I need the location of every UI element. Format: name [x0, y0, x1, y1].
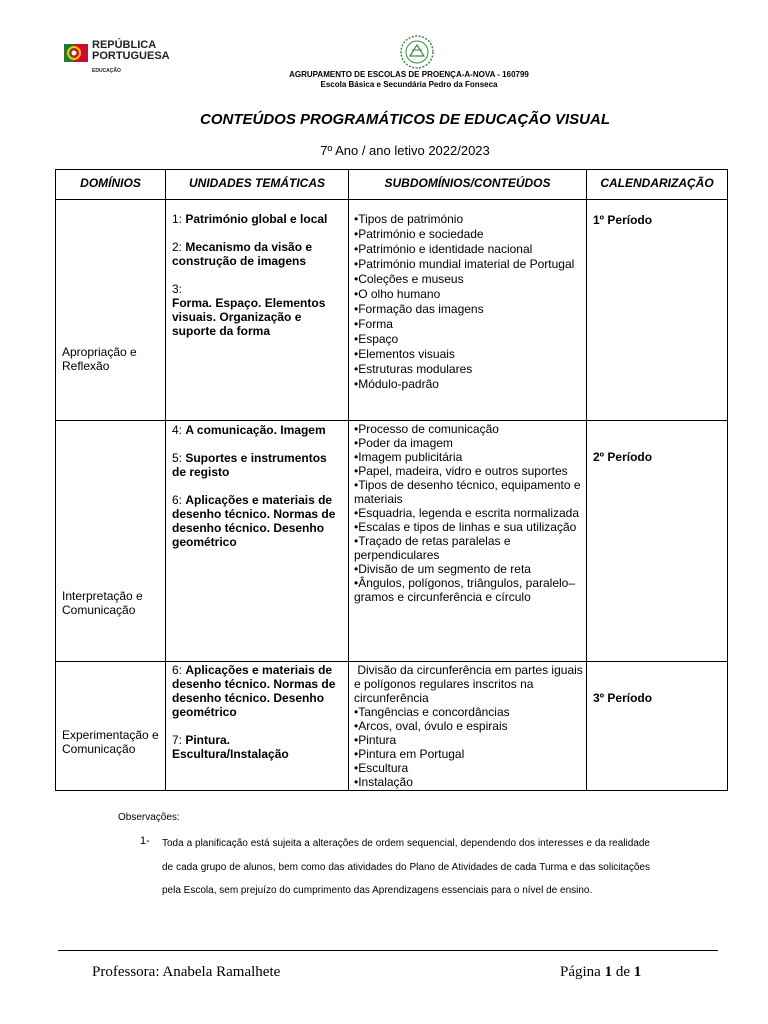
list-item: •Tangências e concordâncias [354, 705, 510, 719]
list-item: •Instalação [354, 775, 413, 789]
school-name: AGRUPAMENTO DE ESCOLAS DE PROENÇA-A-NOVA - 160799 [289, 70, 529, 79]
gov-logo-text: REPÚBLICA PORTUGUESA [92, 39, 170, 62]
row2-domain: Interpretação e Comunicação [62, 589, 143, 617]
list-item: •Património mundial imaterial de Portugal [354, 257, 575, 271]
row2-units: 4: A comunicação. Imagem 5: Suportes e instrumentos de registo 6: Aplicações e materiais de desenho técnico. Normas de desenho técnico. Desenho geométrico [172, 423, 336, 549]
list-item: •Traçado de retas paralelas e perpendiculares [354, 534, 511, 562]
republica-portuguesa-logo [64, 38, 90, 68]
list-item: •Imagem publicitária [354, 450, 463, 464]
list-item: •Processo de comunicação [354, 422, 499, 436]
list-item: •Arcos, oval, óvulo e espirais [354, 719, 508, 733]
row1-units: 1: Património global e local 2: Mecanismo da visão e construção de imagens 3: Forma. Espaço. Elementos visuais. Organização e suporte da forma [172, 212, 328, 338]
list-item: •Papel, madeira, vidro e outros suportes [354, 464, 568, 478]
list-item: •Esquadria, legenda e escrita normalizada [354, 506, 579, 520]
footer-page-number: Página 1 de 1 [560, 964, 642, 980]
list-item: •Tipos de desenho técnico, equipamento e materiais [354, 478, 581, 506]
list-item: •Pintura em Portugal [354, 747, 465, 761]
list-item: •Módulo-padrão [354, 377, 439, 391]
list-item: •Escalas e tipos de linhas e sua utilização [354, 520, 577, 534]
list-item: •Formação das imagens [354, 302, 484, 316]
list-item: •Património e sociedade [354, 227, 484, 241]
row2-period: 2º Período [593, 450, 653, 464]
observation-number: 1- [140, 835, 150, 847]
list-item: •Coleções e museus [354, 272, 464, 286]
page-title: CONTEÚDOS PROGRAMÁTICOS DE EDUCAÇÃO VISUAL [199, 111, 611, 128]
observation-text: Toda a planificação está sujeita a alterações de ordem sequencial, dependendo dos interesses e da realidade de cada grupo de alunos, bem como das atividades do Plano de Atividades de cada Turma e das solicitações pela Escola, sem prejuízo do cumprimento das Aprendizagens essenciais para o nível de ensino. [162, 838, 650, 896]
list-item: •Espaço [354, 332, 399, 346]
row1-period: 1º Período [593, 213, 653, 227]
row3-contents [354, 663, 587, 789]
row1-domain: Apropriação e Reflexão [62, 345, 137, 373]
row3-period: 3º Período [593, 691, 653, 705]
header-subdominios: SUBDOMÍNIOS/CONTEÚDOS [384, 176, 551, 190]
row1-contents [354, 212, 584, 392]
list-item: •Ângulos, polígonos, triângulos, paralelo–gramos e circunferência e círculo [354, 576, 576, 604]
header-calendarizacao: CALENDARIZAÇÃO [600, 176, 714, 190]
footer-divider [58, 950, 718, 951]
footer-teacher: Professora: Anabela Ramalhete [92, 964, 281, 980]
list-item: •Divisão de um segmento de reta [354, 562, 531, 576]
school-emblem-icon [398, 34, 436, 70]
list-item: •Escultura [354, 761, 409, 775]
list-item: •Poder da imagem [354, 436, 453, 450]
list-item: •Pintura [354, 733, 397, 747]
gov-logo-sub: EDUCAÇÃO [92, 68, 121, 74]
row2-contents [354, 422, 584, 604]
list-item: Divisão da circunferência em partes iguais e polígonos regulares inscritos na circunferência [354, 663, 587, 705]
observations-title: Observações: [118, 812, 180, 823]
list-item: •O olho humano [354, 287, 441, 301]
list-item: •Estruturas modulares [354, 362, 473, 376]
header-dominios: DOMÍNIOS [80, 176, 141, 190]
page-subtitle: 7º Ano / ano letivo 2022/2023 [320, 143, 490, 158]
school-subname: Escola Básica e Secundária Pedro da Fonseca [320, 80, 498, 89]
list-item: •Património e identidade nacional [354, 242, 533, 256]
list-item: •Forma [354, 317, 393, 331]
list-item: •Elementos visuais [354, 347, 455, 361]
header-unidades: UNIDADES TEMÁTICAS [188, 176, 325, 190]
row3-units: 6: Aplicações e materiais de desenho técnico. Normas de desenho técnico. Desenho geométrico 7: Pintura. Escultura/Instalação [172, 663, 336, 761]
row3-domain: Experimentação e Comunicação [62, 728, 159, 756]
list-item: •Tipos de património [354, 212, 464, 226]
